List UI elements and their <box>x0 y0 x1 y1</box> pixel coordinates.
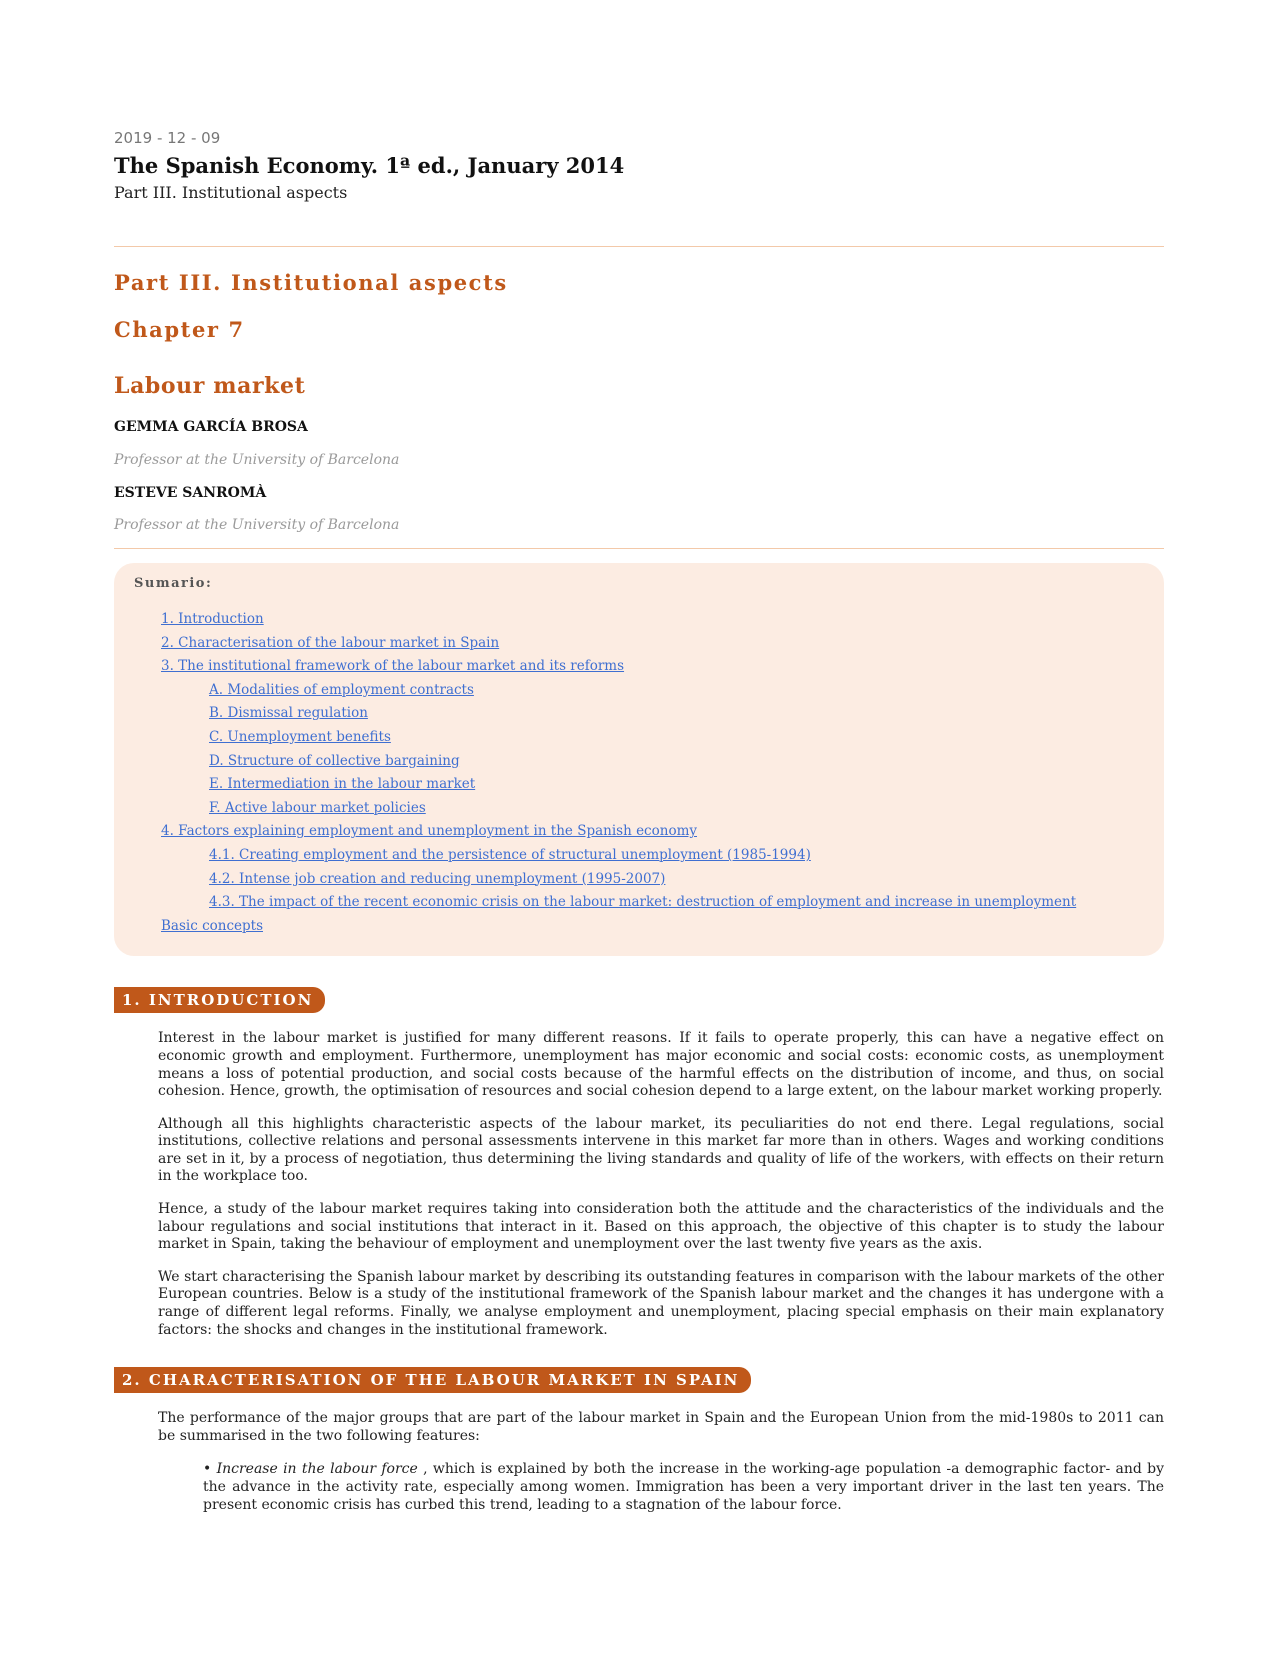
document-page <box>114 128 1164 1514</box>
toc-link-active-policies[interactable]: F. Active labour market policies <box>209 799 426 816</box>
book-part: Part III. Institutional aspects <box>114 183 348 202</box>
author-affiliation: Professor at the University of Barcelona <box>114 517 400 533</box>
paragraph: The performance of the major groups that are part of the labour market in Spain and the European Union from the mid-1980s to 2011 can be summarised in the two following features: <box>158 1410 1164 1444</box>
paragraph: Interest in the labour market is justified for many different reasons. If it fails to operate properly, this can have a negative effect on economic growth and employment. Furthermore, unemployment has major economic and social costs: economic costs, as unemployment means a loss of potential production, and social costs because of the harmful effects on the distribution of income, and thus, on social cohesion. Hence, growth, the optimisation of resources and social cohesion depend to a large extent, on the labour market working properly. <box>158 1030 1164 1100</box>
bullet-term: Increase in the labour force <box>216 1461 418 1478</box>
toc-link-factors-1995-2007[interactable]: 4.2. Intense job creation and reducing unemployment (1995-2007) <box>209 870 666 887</box>
chapter-title: Labour market <box>114 373 306 399</box>
toc-link-basic-concepts[interactable]: Basic concepts <box>161 917 263 934</box>
toc-link-economic-crisis[interactable]: 4.3. The impact of the recent economic crisis on the labour market: destruction of employment and increase in unemployment <box>209 894 1077 911</box>
author-affiliation: Professor at the University of Barcelona <box>114 452 400 468</box>
paragraph: We start characterising the Spanish labour market by describing its outstanding features in comparison with the labour markets of the other European countries. Below is a study of the institutional framework of the Spanish labour market and the changes it has undergone with a range of different legal reforms. Finally, we analyse employment and unemployment, placing special emphasis on their main explanatory factors: the shocks and changes in the institutional framework. <box>158 1268 1164 1338</box>
table-of-contents <box>114 563 1164 956</box>
book-title: The Spanish Economy. 1ª ed., January 2014 <box>114 153 625 178</box>
bullet-item <box>203 1461 1164 1514</box>
toc-list <box>134 608 1144 938</box>
toc-link-intermediation[interactable]: E. Intermediation in the labour market <box>209 776 476 793</box>
toc-link-introduction[interactable]: 1. Introduction <box>161 611 264 627</box>
part-heading: Part III. Institutional aspects <box>114 270 508 295</box>
section-heading-characterisation: 2. CHARACTERISATION OF THE LABOUR MARKET IN SPAIN <box>114 1367 751 1393</box>
section-heading-introduction: 1. INTRODUCTION <box>114 987 325 1013</box>
chapter-label: Chapter 7 <box>114 317 245 342</box>
document-date: 2019 - 12 - 09 <box>114 129 221 147</box>
toc-link-factors-1985-1994[interactable]: 4.1. Creating employment and the persistence of structural unemployment (1985-1994) <box>209 846 811 863</box>
toc-link-collective-bargaining[interactable]: D. Structure of collective bargaining <box>209 752 460 769</box>
author-name: GEMMA GARCÍA BROSA <box>114 419 308 435</box>
toc-link-employment-contracts[interactable]: A. Modalities of employment contracts <box>209 681 474 698</box>
bullet-marker: • <box>203 1461 212 1478</box>
toc-link-characterisation[interactable]: 2. Characterisation of the labour market in Spain <box>161 634 500 651</box>
toc-link-institutional-framework[interactable]: 3. The institutional framework of the labour market and its reforms <box>161 658 625 675</box>
paragraph: Hence, a study of the labour market requires taking into consideration both the attitude and the characteristics of the individuals and the labour regulations and social institutions that interact in it. Based on this approach, the objective of this chapter is to study the labour market in Spain, taking the behaviour of employment and unemployment over the last twenty five years as the axis. <box>158 1201 1164 1253</box>
header-divider <box>114 246 1164 247</box>
toc-link-factors[interactable]: 4. Factors explaining employment and unemployment in the Spanish economy <box>161 823 697 840</box>
toc-link-unemployment-benefits[interactable]: C. Unemployment benefits <box>209 728 391 745</box>
bullet-text: , which is explained by both the increase in the working-age population -a demographic factor- and by the advance in the activity rate, especially among women. Immigration has been a very important driver in the last ten years. The present economic crisis has curbed this trend, leading to a stagnation of the labour force. <box>203 1461 1164 1513</box>
toc-link-dismissal-regulation[interactable]: B. Dismissal regulation <box>209 705 368 722</box>
toc-title: Sumario: <box>134 576 213 591</box>
paragraph: Although all this highlights characteristic aspects of the labour market, its peculiarities do not end there. Legal regulations, social institutions, collective relations and personal assessments intervene in this market far more than in others. Wages and working conditions are set in it, by a process of negotiation, thus determining the living standards and quality of life of the workers, with effects on their return in the workplace too. <box>158 1115 1164 1185</box>
author-name: ESTEVE SANROMÀ <box>114 485 267 501</box>
authors-divider <box>114 548 1164 549</box>
